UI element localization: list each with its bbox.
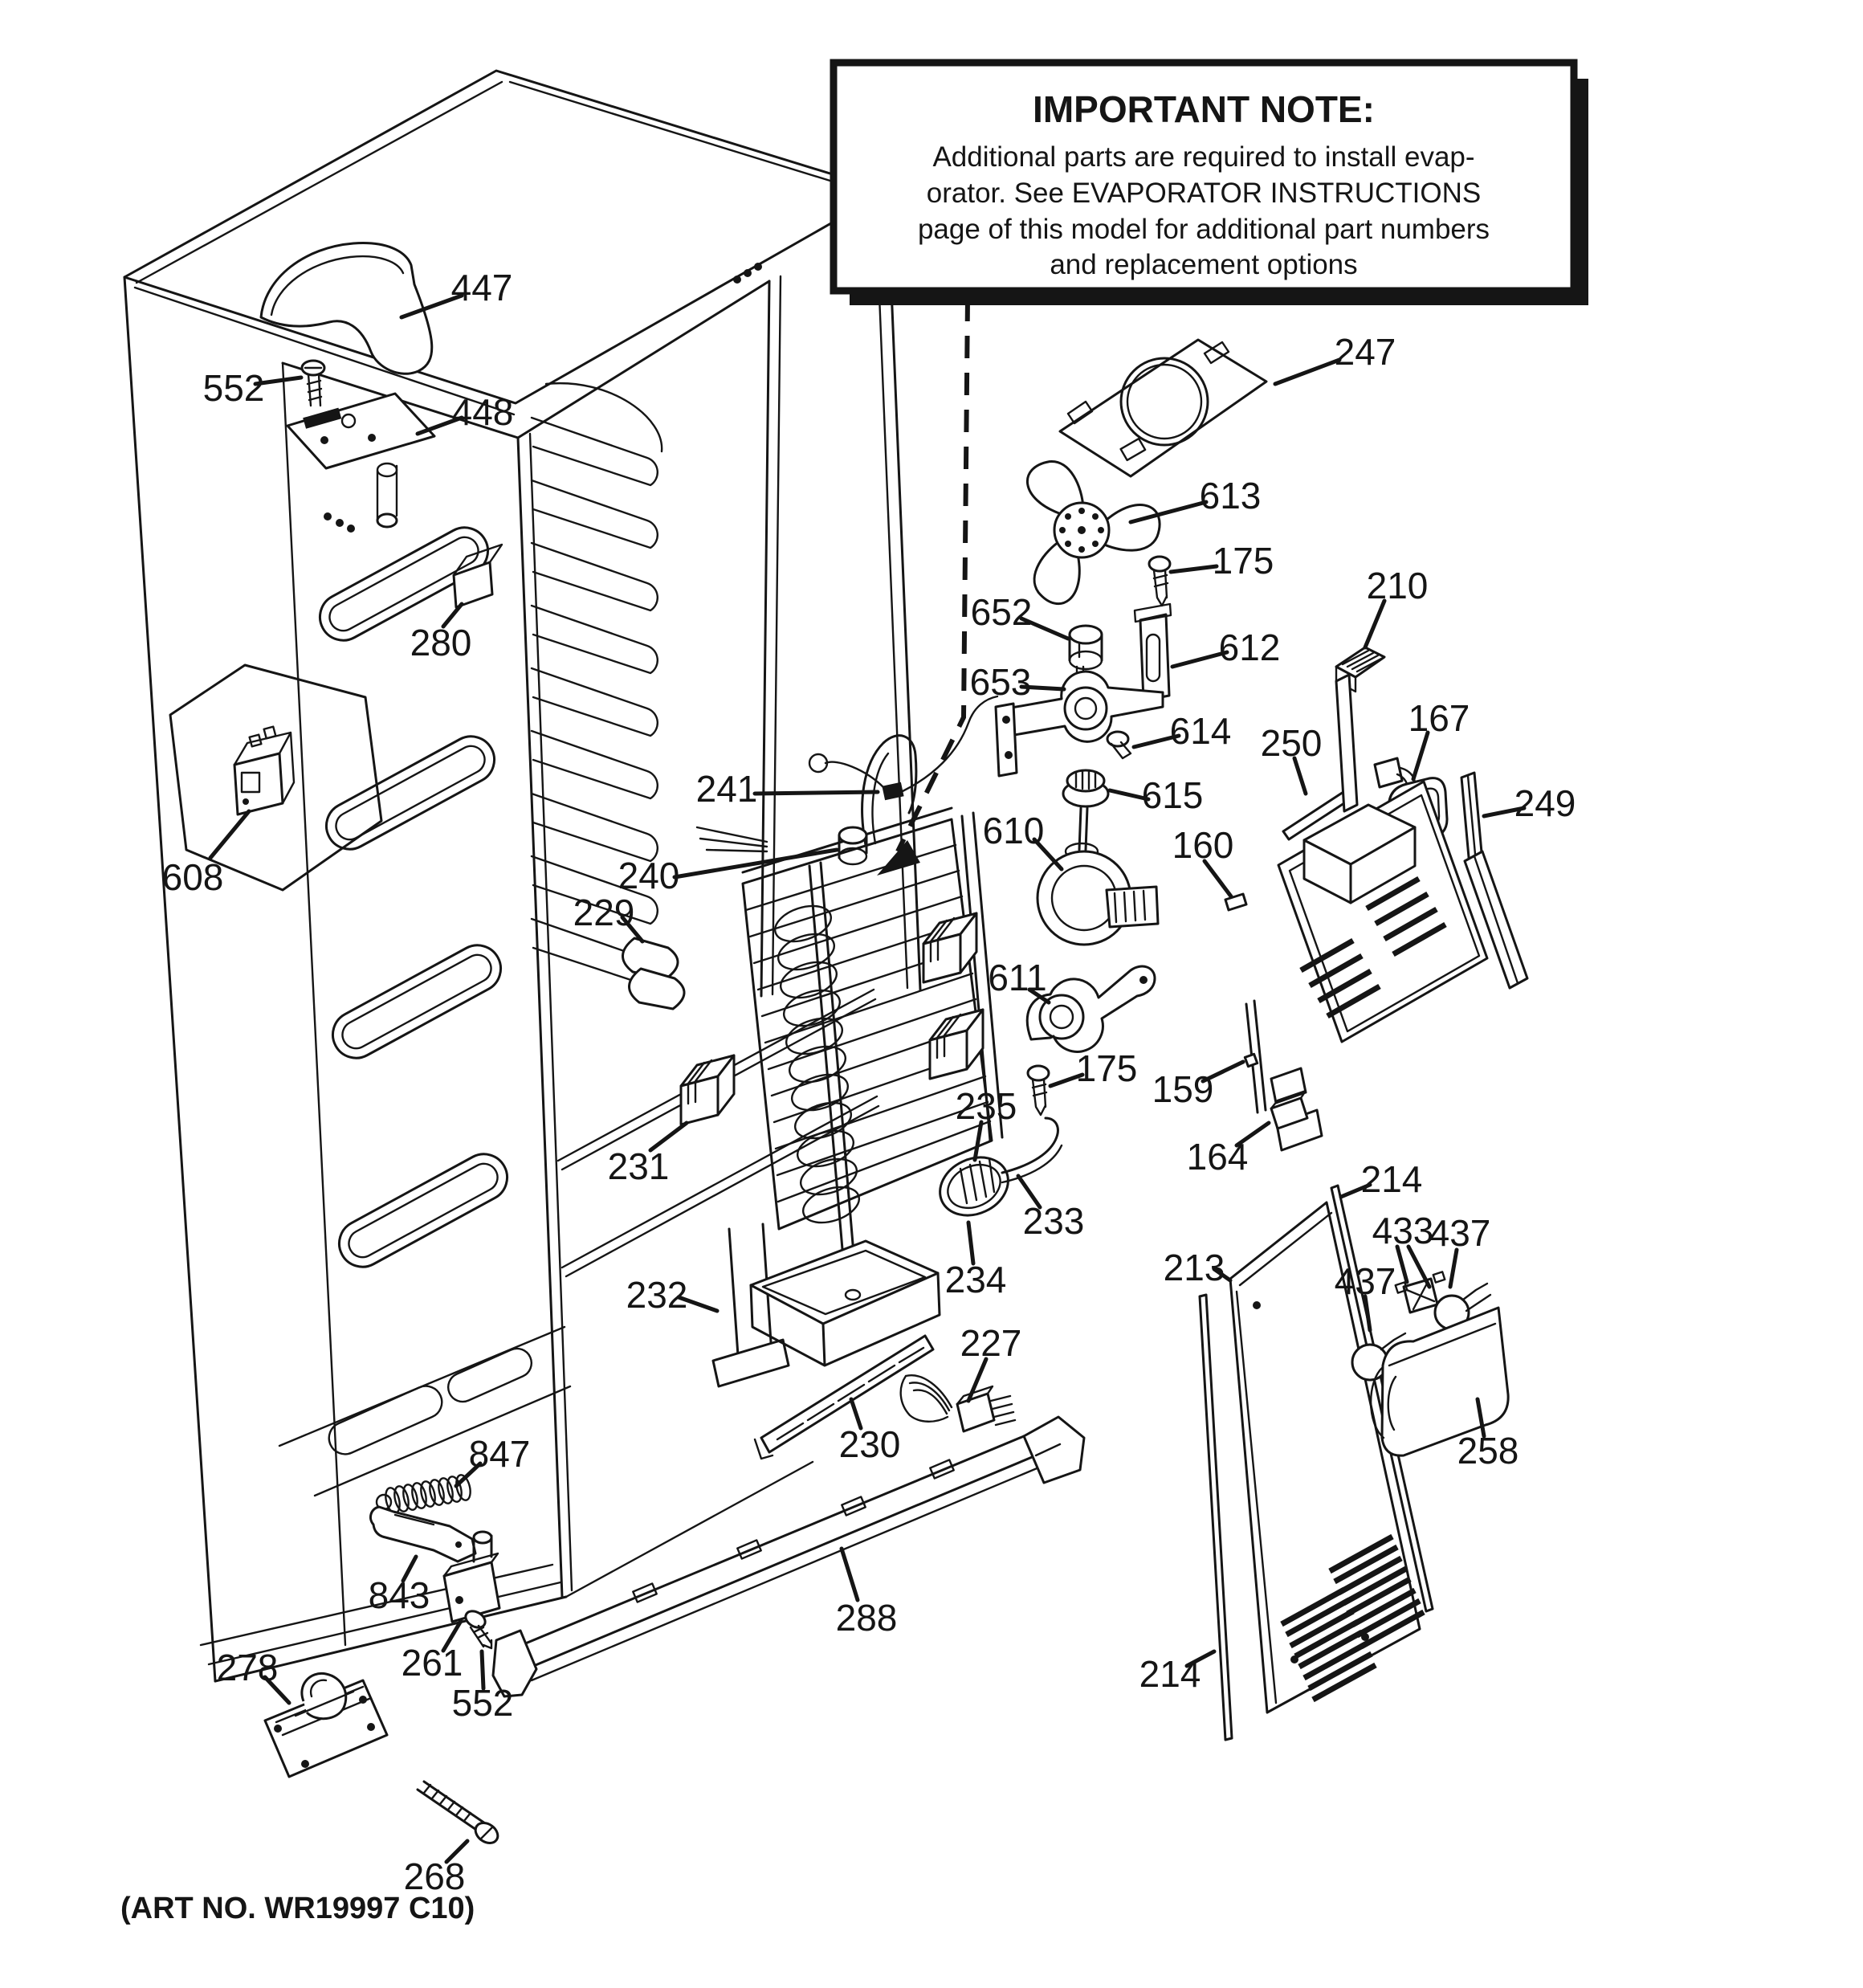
part-448-hinge-plate: [287, 394, 434, 527]
callout-214-bottom: 214: [1139, 1653, 1201, 1695]
callout-210: 210: [1366, 565, 1429, 606]
part-268-bolt: [418, 1782, 502, 1847]
callout-175-fan: 175: [1212, 540, 1274, 582]
callout-268: 268: [403, 1855, 466, 1897]
callout-261: 261: [401, 1642, 463, 1684]
part-613-fan-blade: [1021, 452, 1160, 610]
callout-614: 614: [1169, 710, 1232, 752]
callout-447: 447: [450, 267, 513, 308]
callout-611: 611: [988, 957, 1047, 998]
part-278-roller-assembly: [265, 1673, 387, 1777]
callout-615: 615: [1141, 774, 1204, 816]
callout-278: 278: [216, 1647, 279, 1688]
callout-433: 433: [1372, 1210, 1434, 1251]
part-847-spring: [377, 1474, 473, 1515]
part-652-grommet: [1070, 626, 1102, 669]
callout-612: 612: [1218, 627, 1281, 668]
callout-847: 847: [468, 1433, 531, 1475]
callout-213: 213: [1163, 1247, 1225, 1288]
callout-241: 241: [695, 768, 758, 810]
part-175-screw-evap: [1028, 1066, 1049, 1115]
part-233-tube: [1002, 1118, 1062, 1182]
callout-230: 230: [838, 1423, 901, 1465]
callout-280: 280: [410, 622, 472, 663]
note-line-3: page of this model for additional part numbers: [917, 214, 1490, 245]
note-line-2: orator. See EVAPORATOR INSTRUCTIONS: [926, 178, 1482, 209]
callout-843: 843: [368, 1574, 430, 1616]
callout-160: 160: [1172, 824, 1234, 866]
callout-250: 250: [1260, 722, 1323, 764]
part-288-rail: [493, 1417, 1084, 1696]
callout-258: 258: [1457, 1430, 1519, 1472]
callout-232: 232: [626, 1274, 688, 1316]
part-614-clip: [1107, 732, 1131, 758]
callout-233: 233: [1022, 1200, 1085, 1242]
part-241-wire: [809, 696, 997, 800]
callout-552-bottom: 552: [451, 1682, 514, 1724]
callout-167: 167: [1408, 697, 1470, 739]
important-note-box: [834, 63, 1588, 305]
part-552-bolt-bottom: [463, 1608, 491, 1648]
part-610-fan-motor: [1037, 808, 1158, 945]
callout-653: 653: [969, 661, 1032, 703]
callout-159: 159: [1152, 1068, 1214, 1110]
note-line-4: and replacement options: [1050, 249, 1358, 280]
callout-235: 235: [955, 1085, 1017, 1127]
art-number: (ART NO. WR19997 C10): [120, 1892, 475, 1925]
callout-229: 229: [573, 892, 635, 933]
callout-214-top: 214: [1360, 1158, 1423, 1200]
part-229-clamp: [622, 938, 684, 1009]
callout-240: 240: [618, 855, 680, 896]
callout-608: 608: [161, 856, 224, 898]
callout-249: 249: [1514, 782, 1576, 824]
part-447-hinge-cover: [261, 243, 432, 374]
callout-437-left: 437: [1334, 1260, 1396, 1302]
part-210-cover: [1336, 647, 1384, 811]
callout-448: 448: [451, 391, 514, 433]
part-175-screw-fan: [1149, 557, 1170, 606]
callout-247: 247: [1334, 331, 1396, 373]
callout-437-right: 437: [1429, 1212, 1491, 1254]
note-title: IMPORTANT NOTE:: [1033, 88, 1375, 130]
callout-227: 227: [960, 1322, 1022, 1364]
part-227-connector: [901, 1375, 1015, 1431]
part-552-screw-top: [302, 361, 324, 406]
callout-234: 234: [944, 1259, 1007, 1300]
callout-231: 231: [607, 1145, 670, 1187]
callout-610: 610: [982, 810, 1045, 851]
callout-652: 652: [970, 591, 1033, 633]
part-159-clip: [1245, 1054, 1257, 1066]
note-line-1: Additional parts are required to install evap-: [932, 141, 1475, 173]
callout-164: 164: [1186, 1136, 1249, 1178]
callout-175-evap: 175: [1075, 1047, 1138, 1089]
callout-288: 288: [835, 1597, 898, 1639]
part-247-fan-shroud: [1060, 340, 1266, 476]
part-214-strip-left: [1200, 1295, 1232, 1740]
part-615-hub: [1063, 770, 1108, 806]
part-843-lever: [370, 1507, 475, 1561]
callout-613: 613: [1199, 475, 1262, 516]
callout-552-top: 552: [202, 367, 265, 409]
